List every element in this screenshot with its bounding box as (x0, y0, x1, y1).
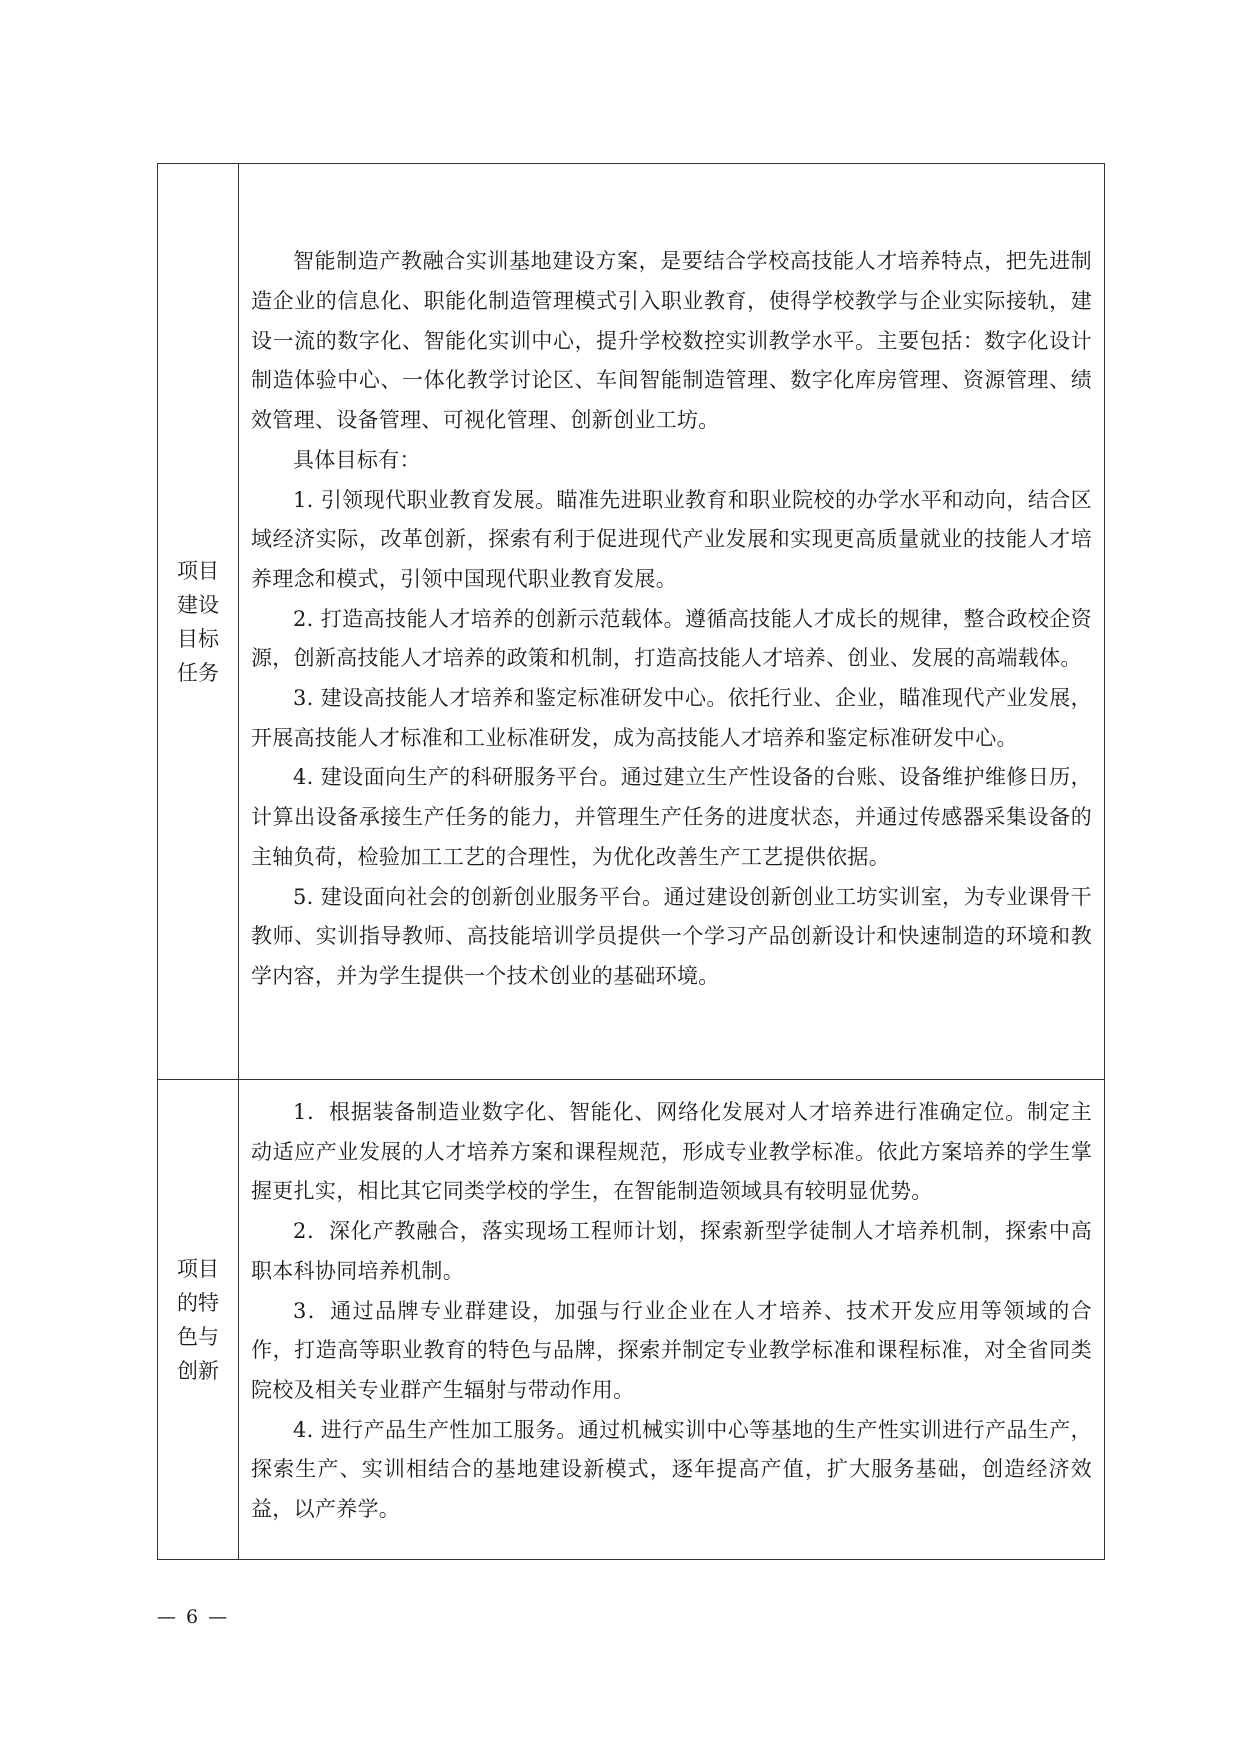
page-number: — 6 — (157, 1606, 230, 1628)
table-row-goals (158, 164, 1105, 1080)
label-line: 任务 (177, 660, 219, 685)
paragraph: 4. 建设面向生产的科研服务平台。通过建立生产性设备的台账、设备维护维修日历，计算出设备承接生产任务的能力，并管理生产任务的进度状态，并通过传感器采集设备的主轴负荷，检验加工工艺的合理性，为优化改善生产工艺提供依据。 (251, 765, 1092, 869)
paragraph: 具体目标有： (293, 447, 421, 472)
table-row-features (158, 1080, 1105, 1560)
paragraph: 智能制造产教融合实训基地建设方案，是要结合学校高技能人才培养特点，把先进制造企业的信息化、职能化制造管理模式引入职业教育，使得学校教学与企业实际接轨，建设一流的数字化、智能化实训中心，提升学校数控实训教学水平。主要包括：数字化设计制造体验中心、一体化教学讨论区、车间智能制造管理、数字化库房管理、资源管理、绩效管理、设备管理、可视化管理、创新创业工坊。 (251, 249, 1092, 433)
label-line: 项目 (177, 558, 219, 583)
label-line: 色与 (177, 1324, 219, 1349)
row-content-goals (239, 164, 1105, 1080)
document-table (157, 163, 1105, 1560)
paragraph: 3．通过品牌专业群建设，加强与行业企业在人才培养、技术开发应用等领域的合作，打造高等职业教育的特色与品牌，探索并制定专业教学标准和课程标准，对全省同类院校及相关专业群产生辐射与带动作用。 (251, 1298, 1092, 1402)
label-line: 的特 (177, 1290, 219, 1315)
paragraph: 2. 打造高技能人才培养的创新示范载体。遵循高技能人才成长的规律，整合政校企资源，创新高技能人才培养的政策和机制，打造高技能人才培养、创业、发展的高端载体。 (251, 606, 1092, 671)
label-line: 目标 (177, 626, 219, 651)
paragraph: 1．根据装备制造业数字化、智能化、网络化发展对人才培养进行准确定位。制定主动适应产业发展的人才培养方案和课程规范，形成专业教学标准。依此方案培养的学生掌握更扎实，相比其它同类学校的学生，在智能制造领域具有较明显优势。 (251, 1100, 1092, 1204)
paragraph: 1. 引领现代职业教育发展。瞄准先进职业教育和职业院校的办学水平和动向，结合区域经济实际，改革创新，探索有利于促进现代产业发展和实现更高质量就业的技能人才培养理念和模式，引领中国现代职业教育发展。 (251, 487, 1092, 591)
row-label-features (158, 1080, 239, 1560)
paragraph: 5. 建设面向社会的创新创业服务平台。通过建设创新创业工坊实训室，为专业课骨干教师、实训指导教师、高技能培训学员提供一个学习产品创新设计和快速制造的环境和教学内容，并为学生提供一个技术创业的基础环境。 (251, 884, 1092, 988)
row-label-goals (158, 164, 239, 1080)
label-line: 项目 (177, 1256, 219, 1281)
paragraph: 4. 进行产品生产性加工服务。通过机械实训中心等基地的生产性实训进行产品生产，探索生产、实训相结合的基地建设新模式，逐年提高产值，扩大服务基础，创造经济效益，以产养学。 (251, 1417, 1092, 1522)
paragraph: 2．深化产教融合，落实现场工程师计划，探索新型学徒制人才培养机制，探索中高职本科协同培养机制。 (251, 1219, 1092, 1283)
label-line: 建设 (177, 592, 219, 617)
row-content-features (239, 1080, 1105, 1560)
label-line: 创新 (177, 1358, 219, 1383)
paragraph: 3. 建设高技能人才培养和鉴定标准研发中心。依托行业、企业，瞄准现代产业发展，开展高技能人才标准和工业标准研发，成为高技能人才培养和鉴定标准研发中心。 (251, 686, 1092, 750)
